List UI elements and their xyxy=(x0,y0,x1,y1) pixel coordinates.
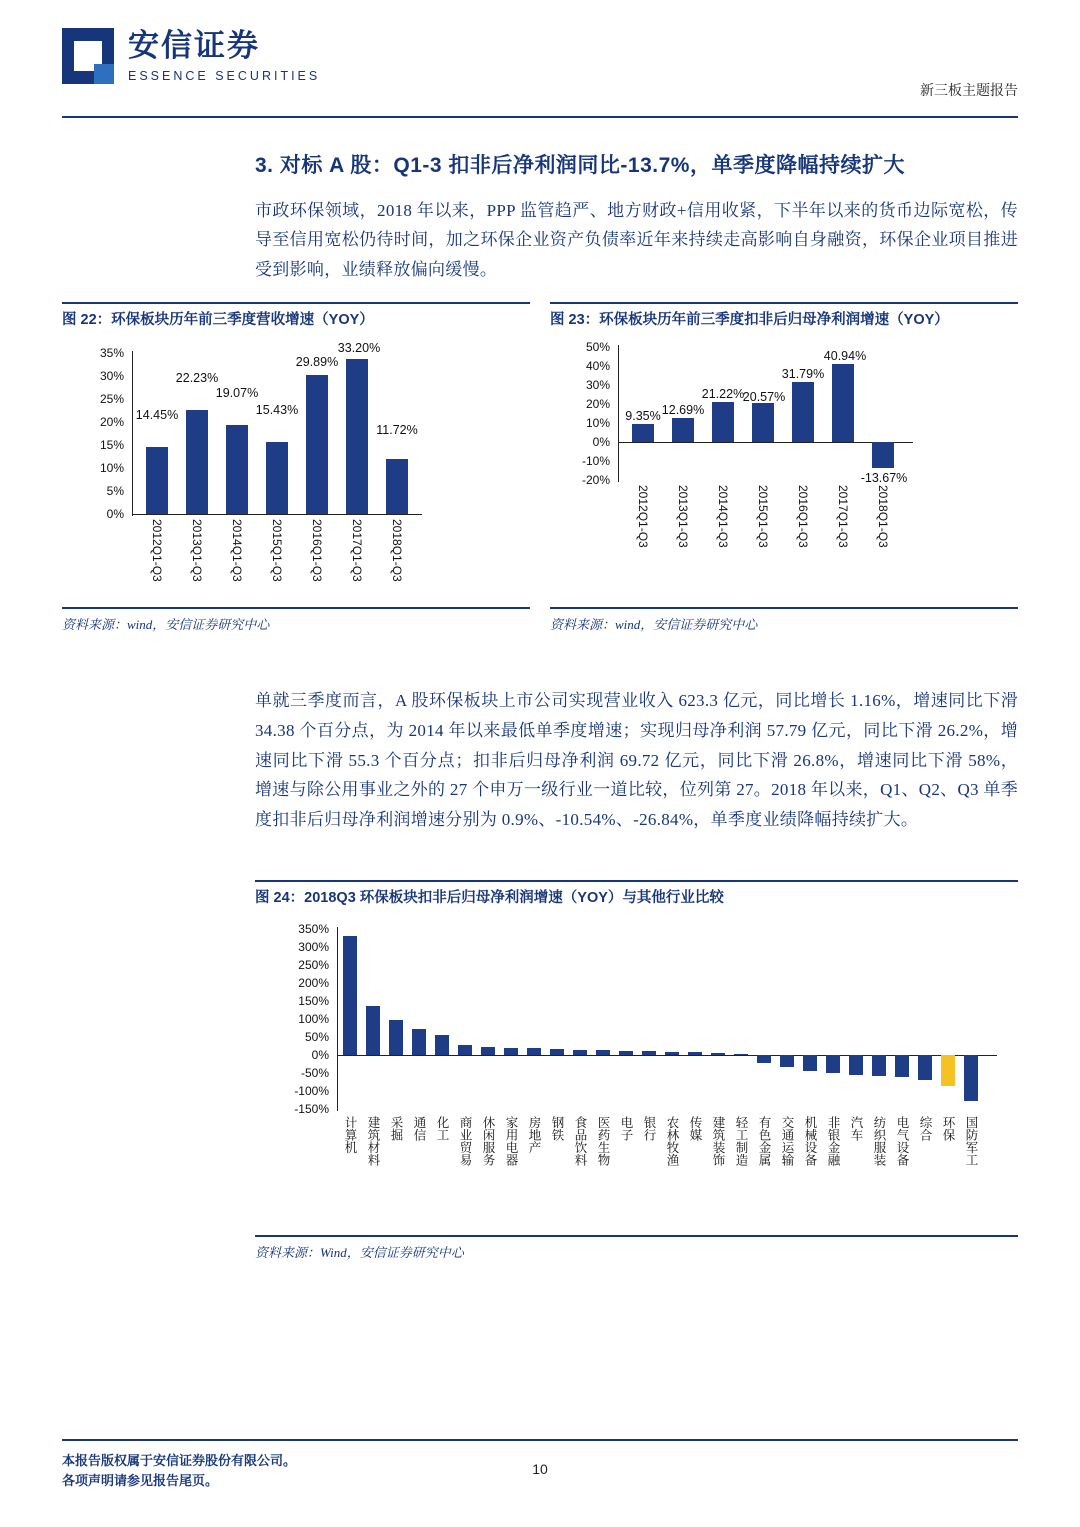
footer-line-1: 本报告版权属于安信证券股份有限公司。 xyxy=(62,1452,297,1468)
bar xyxy=(672,418,694,442)
bar-label: 20.57% xyxy=(742,390,786,405)
bar xyxy=(266,442,288,514)
bar xyxy=(832,364,854,442)
ytick: 0% xyxy=(106,507,124,522)
ytick: 30% xyxy=(585,378,610,393)
ytick: -150% xyxy=(294,1102,329,1117)
x-tick-label: 2018Q1-Q3 xyxy=(876,485,890,548)
header-divider xyxy=(62,116,1018,118)
x-tick-label: 2015Q1-Q3 xyxy=(270,519,284,582)
bar xyxy=(435,1035,449,1055)
bar xyxy=(665,1052,679,1055)
bar xyxy=(226,425,248,514)
bar xyxy=(792,382,814,442)
ytick: 150% xyxy=(298,994,329,1009)
bar xyxy=(386,459,408,514)
ytick: -50% xyxy=(300,1066,329,1081)
x-tick-label: 机械设备 xyxy=(803,1116,817,1167)
x-tick-label: 2017Q1-Q3 xyxy=(350,519,364,582)
x-tick-label: 轻工制造 xyxy=(734,1116,748,1167)
section-heading: 3. 对标 A 股：Q1-3 扣非后净利润同比-13.7%，单季度降幅持续扩大 xyxy=(255,154,905,177)
bar-label: 19.07% xyxy=(215,386,259,401)
bar-label: 21.22% xyxy=(701,387,745,402)
ytick: 300% xyxy=(298,940,329,955)
mid-paragraph: 单就三季度而言，A 股环保板块上市公司实现营业收入 623.3 亿元，同比增长 1.16%，增速同比下滑 34.38 个百分点，为 2014 年以来最低单季度增速；实现归母净利润 57.79 亿元，同比下滑 26.2%，增速同比下滑 55.3 个百分点；扣非后归母净利润 69.72 亿元，同比下滑 26.8%，增速同比下滑 58%，增速与除公用事业之外的 27 个申万一级行业一道比较，位列第 27。2018 年以来，Q1、Q2、Q3 单季度扣非后归母净利润增速分别为 0.9%、-10.54%、-26.84%，单季度业绩降幅持续扩大。 xyxy=(255,691,1018,829)
bar xyxy=(146,447,168,514)
bar xyxy=(343,936,357,1055)
bar xyxy=(872,1055,886,1076)
figure-23 xyxy=(550,302,1018,633)
x-tick-label: 2016Q1-Q3 xyxy=(310,519,324,582)
x-axis xyxy=(132,514,422,515)
figure-24 xyxy=(255,880,1018,1261)
bar-label: 33.20% xyxy=(337,341,381,356)
figure-23-caption: 图 23：环保板块历年前三季度扣非后归母净利润增速（YOY） xyxy=(550,312,949,328)
x-tick-label: 2018Q1-Q3 xyxy=(390,519,404,582)
chart-fig23 xyxy=(550,333,1018,603)
figure-row xyxy=(62,302,1018,633)
x-tick-label: 2017Q1-Q3 xyxy=(836,485,850,548)
bar xyxy=(458,1045,472,1055)
ytick: 350% xyxy=(298,922,329,937)
bar xyxy=(389,1020,403,1055)
bar-label: 12.69% xyxy=(661,403,705,418)
ytick: 50% xyxy=(585,340,610,355)
ytick: 5% xyxy=(106,484,124,499)
bar xyxy=(712,402,734,442)
figure-22 xyxy=(62,302,530,633)
x-tick-label: 银行 xyxy=(642,1116,656,1142)
ytick: 20% xyxy=(99,415,124,430)
x-tick-label: 综合 xyxy=(918,1116,932,1142)
ytick: 10% xyxy=(99,461,124,476)
x-tick-label: 商业贸易 xyxy=(458,1116,472,1167)
x-tick-label: 汽车 xyxy=(849,1116,863,1142)
bar-label: 15.43% xyxy=(255,403,299,418)
bar xyxy=(803,1055,817,1071)
ytick: 40% xyxy=(585,359,610,374)
bar xyxy=(412,1029,426,1055)
bar xyxy=(504,1048,518,1055)
bar xyxy=(632,424,654,442)
bar xyxy=(849,1055,863,1075)
x-tick-label: 2014Q1-Q3 xyxy=(230,519,244,582)
bar xyxy=(619,1051,633,1055)
ytick: 50% xyxy=(304,1030,329,1045)
bar xyxy=(596,1050,610,1055)
page-number: 10 xyxy=(532,1460,548,1477)
bar xyxy=(872,442,894,468)
bar xyxy=(527,1048,541,1055)
x-tick-label: 2014Q1-Q3 xyxy=(716,485,730,548)
x-tick-label: 电子 xyxy=(619,1116,633,1142)
y-axis xyxy=(132,351,133,516)
bar xyxy=(366,1006,380,1055)
bar xyxy=(826,1055,840,1073)
bar xyxy=(186,410,208,514)
section-paragraph: 市政环保领域，2018 年以来，PPP 监管趋严、地方财政+信用收紧，下半年以来的货币边际宽松，传导至信用宽松仍待时间，加之环保企业资产负债率近年来持续走高影响自身融资，环保企业项目推进受到影响，业绩释放偏向缓慢。 xyxy=(255,200,1018,279)
x-tick-label: 2013Q1-Q3 xyxy=(190,519,204,582)
bar xyxy=(481,1047,495,1055)
ytick: 20% xyxy=(585,397,610,412)
y-axis xyxy=(618,345,619,482)
figure-22-body xyxy=(62,333,530,603)
x-tick-label: 2013Q1-Q3 xyxy=(676,485,690,548)
x-tick-label: 国防军工 xyxy=(964,1116,978,1167)
ytick: 250% xyxy=(298,958,329,973)
ytick: 25% xyxy=(99,392,124,407)
x-tick-label: 食品饮料 xyxy=(573,1116,587,1167)
x-tick-label: 纺织服装 xyxy=(872,1116,886,1167)
x-tick-label: 非银金融 xyxy=(826,1116,840,1167)
ytick: 0% xyxy=(311,1048,329,1063)
x-tick-label: 2016Q1-Q3 xyxy=(796,485,810,548)
x-tick-label: 休闲服务 xyxy=(481,1116,495,1167)
bar xyxy=(306,375,328,514)
x-tick-label: 交通运输 xyxy=(780,1116,794,1167)
ytick: 0% xyxy=(592,435,610,450)
bar xyxy=(757,1055,771,1063)
ytick: 35% xyxy=(99,346,124,361)
bar-highlight xyxy=(941,1055,955,1086)
x-tick-label: 环保 xyxy=(941,1116,955,1142)
bar xyxy=(688,1052,702,1055)
figure-24-source: 资料来源：Wind，安信证券研究中心 xyxy=(255,1245,464,1261)
bar xyxy=(573,1050,587,1055)
bar xyxy=(918,1055,932,1080)
x-tick-label: 传媒 xyxy=(688,1116,702,1142)
ytick: 200% xyxy=(298,976,329,991)
bar-label: 40.94% xyxy=(823,349,867,364)
bar-label: 14.45% xyxy=(135,408,179,423)
figure-24-caption: 图 24：2018Q3 环保板块扣非后归母净利润增速（YOY）与其他行业比较 xyxy=(255,890,724,906)
figure-22-source: 资料来源：wind，安信证券研究中心 xyxy=(62,617,270,633)
logo-mark-icon xyxy=(62,28,114,84)
bar xyxy=(780,1055,794,1067)
figure-24-body xyxy=(255,911,1018,1231)
chart-fig24 xyxy=(255,911,1018,1231)
bar xyxy=(752,403,774,442)
x-tick-label: 2015Q1-Q3 xyxy=(756,485,770,548)
bar xyxy=(346,359,368,514)
logo-chinese-name: 安信证券 xyxy=(128,28,260,64)
bar xyxy=(964,1055,978,1101)
bar xyxy=(550,1049,564,1055)
x-tick-label: 医药生物 xyxy=(596,1116,610,1167)
x-tick-label: 钢铁 xyxy=(550,1116,564,1142)
x-tick-label: 采掘 xyxy=(389,1116,403,1142)
figure-23-body xyxy=(550,333,1018,603)
x-tick-label: 农林牧渔 xyxy=(665,1116,679,1167)
ytick: -20% xyxy=(581,473,610,488)
bar xyxy=(734,1054,748,1055)
bar xyxy=(895,1055,909,1077)
page-footer xyxy=(62,1451,1018,1491)
bar-label: 29.89% xyxy=(295,355,339,370)
company-logo xyxy=(62,28,320,84)
report-type-label: 新三板主题报告 xyxy=(920,82,1018,98)
mid-section xyxy=(255,686,1018,835)
x-tick-label: 有色金属 xyxy=(757,1116,771,1167)
x-tick-label: 家用电器 xyxy=(504,1116,518,1167)
bar-label: 9.35% xyxy=(625,409,661,424)
logo-english-name: ESSENCE SECURITIES xyxy=(128,68,321,83)
ytick: -10% xyxy=(581,454,610,469)
figure-22-caption: 图 22：环保板块历年前三季度营收增速（YOY） xyxy=(62,312,374,328)
bar-label: 22.23% xyxy=(175,371,219,386)
x-tick-label: 房地产 xyxy=(527,1116,541,1154)
bar xyxy=(642,1051,656,1055)
page-header xyxy=(62,28,1018,110)
ytick: 30% xyxy=(99,369,124,384)
bar-label: -13.67% xyxy=(860,471,908,486)
zero-axis xyxy=(618,442,913,443)
bar xyxy=(711,1053,725,1055)
x-tick-label: 化工 xyxy=(435,1116,449,1142)
section-intro xyxy=(255,150,1018,285)
ytick: 10% xyxy=(585,416,610,431)
x-tick-label: 通信 xyxy=(412,1116,426,1142)
ytick: 100% xyxy=(298,1012,329,1027)
chart-fig22 xyxy=(62,333,530,603)
bar-label: 31.79% xyxy=(781,367,825,382)
x-tick-label: 计算机 xyxy=(343,1116,357,1154)
ytick: -100% xyxy=(294,1084,329,1099)
x-tick-label: 电气设备 xyxy=(895,1116,909,1167)
footer-line-2: 各项声明请参见报告尾页。 xyxy=(62,1472,219,1488)
bar-label: 11.72% xyxy=(376,423,418,438)
x-tick-label: 2012Q1-Q3 xyxy=(150,519,164,582)
ytick: 15% xyxy=(99,438,124,453)
x-tick-label: 2012Q1-Q3 xyxy=(636,485,650,548)
footer-divider xyxy=(62,1439,1018,1441)
y-axis xyxy=(337,927,338,1111)
x-tick-label: 建筑装饰 xyxy=(711,1116,725,1167)
x-tick-label: 建筑材料 xyxy=(366,1116,380,1167)
figure-23-source: 资料来源：wind，安信证券研究中心 xyxy=(550,617,758,633)
